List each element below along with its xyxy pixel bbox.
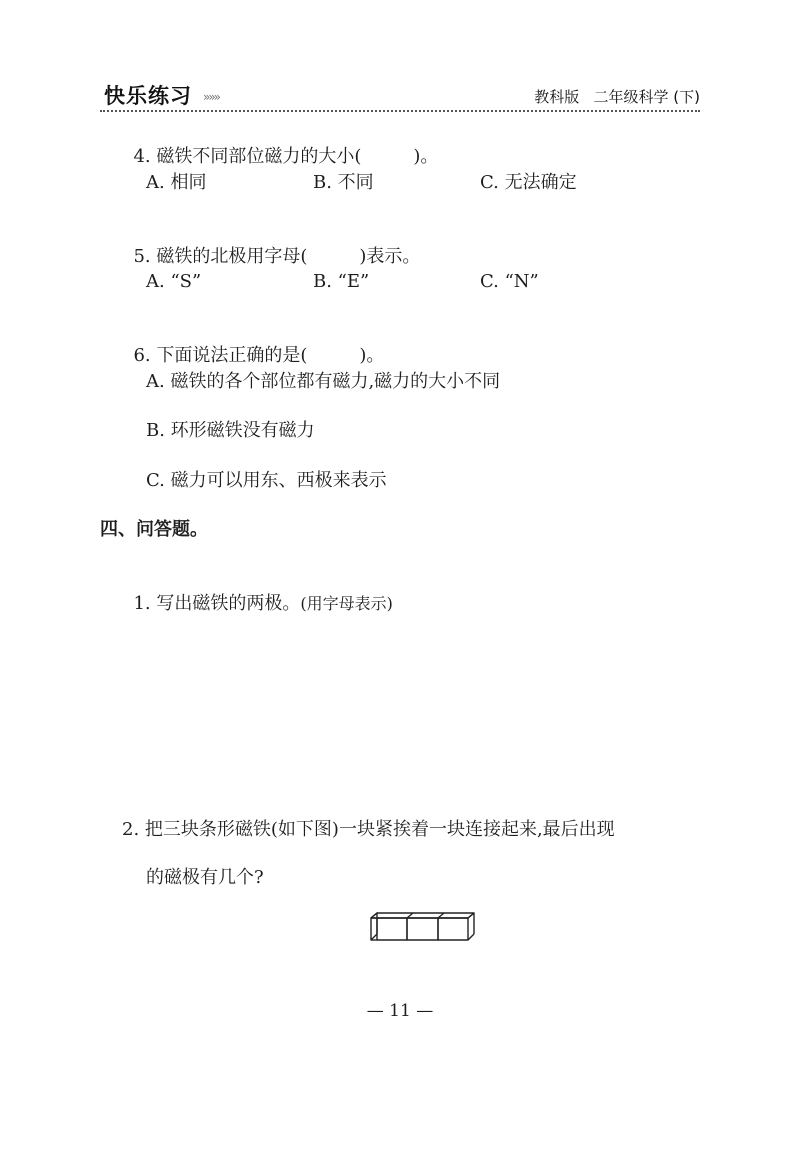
question-6-text: 6. 下面说法正确的是( — [133, 345, 308, 366]
question-5-option-b[interactable]: B. “E” — [313, 271, 370, 292]
magnet-1 — [377, 918, 407, 940]
question-4-text: 4. 磁铁不同部位磁力的大小( — [133, 146, 362, 167]
question-5-text-end: )表示。 — [359, 246, 421, 267]
question-6-text-end: )。 — [359, 345, 385, 366]
question-4-option-a[interactable]: A. 相同 — [146, 172, 207, 193]
header-dotted-rule — [100, 110, 700, 112]
question-6-option-a[interactable]: A. 磁铁的各个部位都有磁力,磁力的大小不同 — [146, 371, 501, 392]
question-4-text-end: )。 — [413, 146, 439, 167]
brand-title: 快乐练习 — [104, 84, 192, 108]
magnet-2 — [407, 918, 438, 940]
qa-2-stem-line-2: 的磁极有几个? — [146, 867, 264, 888]
chevron-decoration-icon: »»» — [203, 90, 220, 104]
bar-magnets-diagram — [370, 912, 476, 942]
qa-1-hint: (用字母表示) — [300, 594, 393, 613]
magnets-side-face — [371, 913, 377, 940]
question-5-option-c[interactable]: C. “N” — [480, 271, 539, 292]
magnets-top-face — [371, 913, 474, 918]
qa-1-text: 1. 写出磁铁的两极。 — [133, 593, 301, 614]
edition-label: 教科版 二年级科学 (下) — [534, 88, 700, 106]
qa-2-stem-line-1: 2. 把三块条形磁铁(如下图)一块紧挨着一块连接起来,最后出现 — [122, 819, 615, 840]
page-number: — 11 — — [366, 1001, 434, 1021]
page-header — [100, 78, 700, 112]
question-6-stem — [122, 320, 384, 368]
question-4-option-b[interactable]: B. 不同 — [313, 172, 374, 193]
question-4-option-c[interactable]: C. 无法确定 — [480, 172, 577, 193]
question-5-text: 5. 磁铁的北极用字母( — [133, 246, 308, 267]
qa-1-stem — [122, 568, 393, 616]
magnet-3 — [438, 918, 468, 940]
question-6-option-c[interactable]: C. 磁力可以用东、西极来表示 — [146, 470, 387, 491]
question-6-option-b[interactable]: B. 环形磁铁没有磁力 — [146, 420, 315, 441]
question-5-option-a[interactable]: A. “S” — [146, 271, 202, 292]
section-title: 四、问答题。 — [100, 519, 208, 540]
question-5-stem — [122, 221, 420, 269]
question-4-stem — [122, 121, 438, 169]
